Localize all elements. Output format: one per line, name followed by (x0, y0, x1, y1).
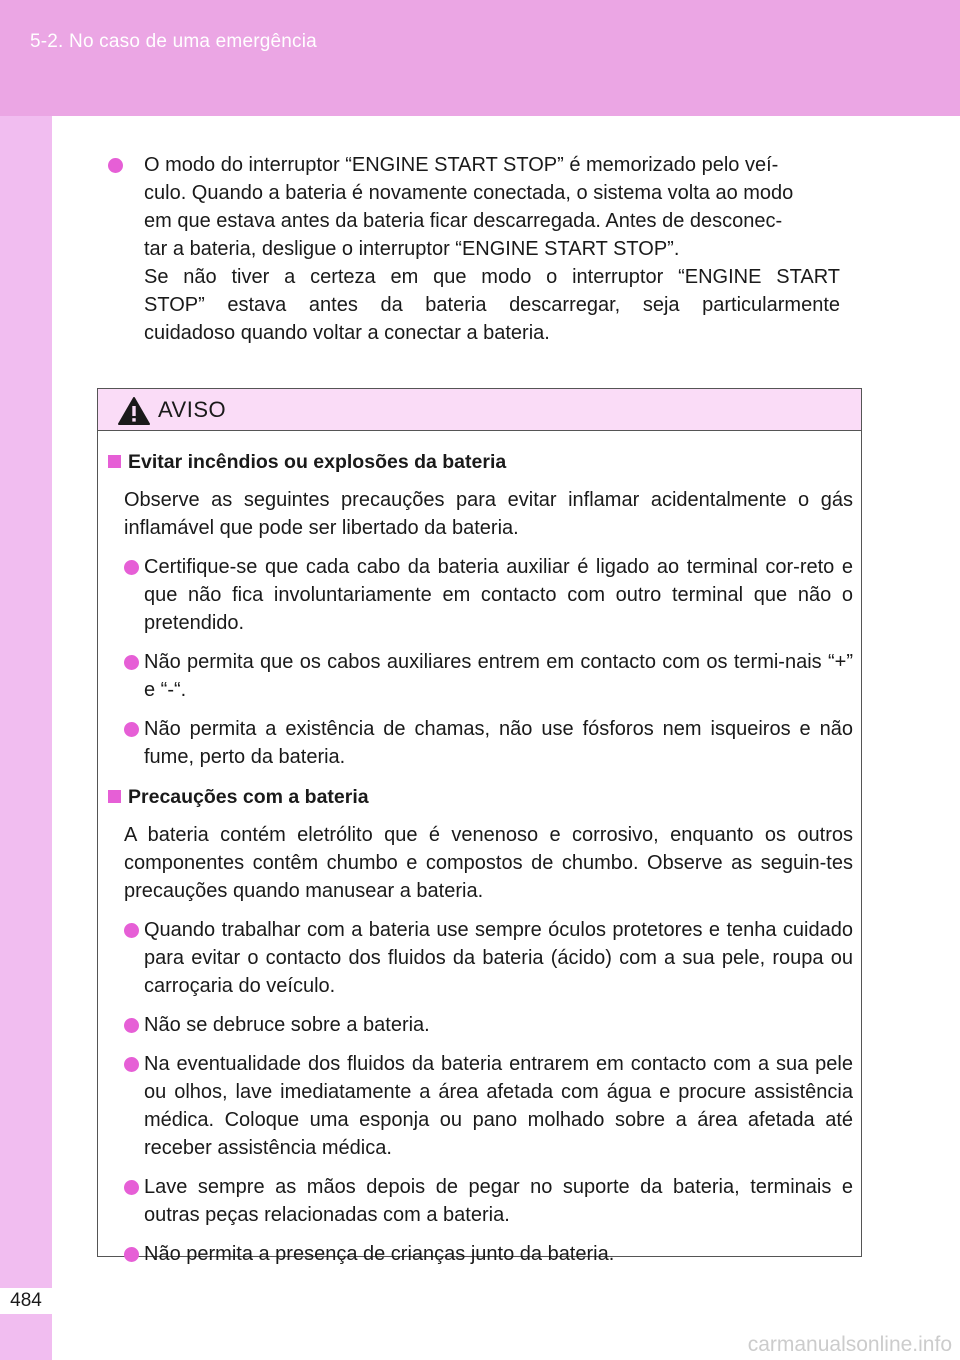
list-item (124, 715, 853, 771)
bullet-dot-icon (124, 1018, 139, 1033)
section-paragraph: A bateria contém eletrólito que é venenoso e corrosivo, enquanto os outros componentes contêm chumbo e compostos de chumbo. Observe as seguin-tes precauções quando manusear a bateria. (124, 824, 853, 902)
warning-title: AVISO (158, 397, 227, 422)
intro-bullet (108, 151, 840, 347)
intro-line: culo. Quando a bateria é novamente conectada, o sistema volta ao modo (144, 182, 794, 204)
list-item (124, 648, 853, 704)
section-header (0, 0, 960, 116)
list-item-text: Na eventualidade dos fluidos da bateria entrarem em contacto com a sua pele ou olhos, lave imediatamente a área afetada com água e procure assistência médica. Coloque uma esponja ou pano molhado sobre a área afetada até receber assistência médica. (144, 1053, 853, 1159)
intro-line: cuidadoso quando voltar a conectar a bateria. (144, 322, 550, 344)
bullet-dot-icon (124, 655, 139, 670)
warning-triangle-icon (117, 396, 151, 426)
list-item (124, 553, 853, 637)
intro-line: O modo do interruptor “ENGINE START STOP” é memorizado pelo veí- (144, 154, 779, 176)
list-item-text: Certifique-se que cada cabo da bateria auxiliar é ligado ao terminal cor-reto e que não fica involuntariamente em contacto com outro terminal que não o pretendido. (144, 556, 853, 634)
section-heading (108, 783, 853, 811)
bullet-dot-icon (124, 1057, 139, 1072)
list-item (124, 1050, 853, 1162)
intro-line: tar a bateria, desligue o interruptor “ENGINE START STOP”. (144, 238, 680, 260)
section-paragraph: Observe as seguintes precauções para evitar inflamar acidentalmente o gás inflamável que pode ser libertado da bateria. (124, 489, 853, 539)
bullet-list (108, 553, 853, 771)
intro-line: em que estava antes da bateria ficar descarregada. Antes de desconec- (144, 210, 783, 232)
list-item-text: Não se debruce sobre a bateria. (144, 1014, 430, 1036)
side-strip (0, 116, 52, 1360)
bullet-dot-icon (124, 560, 139, 575)
bullet-dot-icon (108, 158, 123, 173)
page-number: 484 (0, 1288, 52, 1314)
section-heading-text: Evitar incêndios ou explosões da bateria (128, 451, 507, 473)
section-title: 5-2. No caso de uma emergência (30, 31, 317, 52)
list-item (124, 1240, 853, 1268)
bullet-dot-icon (124, 1247, 139, 1262)
intro-line: Se não tiver a certeza em que modo o interruptor “ENGINE START (144, 266, 840, 288)
list-item-text: Lave sempre as mãos depois de pegar no suporte da bateria, terminais e outras peças relacionadas com a bateria. (144, 1176, 853, 1226)
section-heading-text: Precauções com a bateria (128, 786, 369, 808)
list-item-text: Não permita a presença de crianças junto da bateria. (144, 1243, 615, 1265)
bullet-list (108, 916, 853, 1268)
warning-box (97, 388, 862, 1265)
list-item (124, 916, 853, 1000)
warning-header (98, 389, 861, 431)
list-item-text: Não permita a existência de chamas, não use fósforos nem isqueiros e não fume, perto da bateria. (144, 718, 853, 768)
square-bullet-icon (108, 455, 121, 468)
watermark: carmanualsonline.info (747, 1333, 952, 1356)
bullet-dot-icon (124, 1180, 139, 1195)
square-bullet-icon (108, 790, 121, 803)
bullet-dot-icon (124, 923, 139, 938)
intro-note (108, 151, 840, 347)
bullet-dot-icon (124, 722, 139, 737)
list-item (124, 1173, 853, 1229)
section-heading (108, 448, 853, 476)
warning-body (98, 432, 861, 1268)
list-item-text: Quando trabalhar com a bateria use sempre óculos protetores e tenha cuidado para evitar o contacto dos fluidos da bateria (ácido) com a sua pele, roupa ou carroçaria do veículo. (144, 919, 853, 997)
list-item (124, 1011, 853, 1039)
intro-line: STOP” estava antes da bateria descarregar, seja particularmente (144, 294, 840, 316)
list-item-text: Não permita que os cabos auxiliares entrem em contacto com os termi-nais “+” e “-“. (144, 651, 853, 701)
